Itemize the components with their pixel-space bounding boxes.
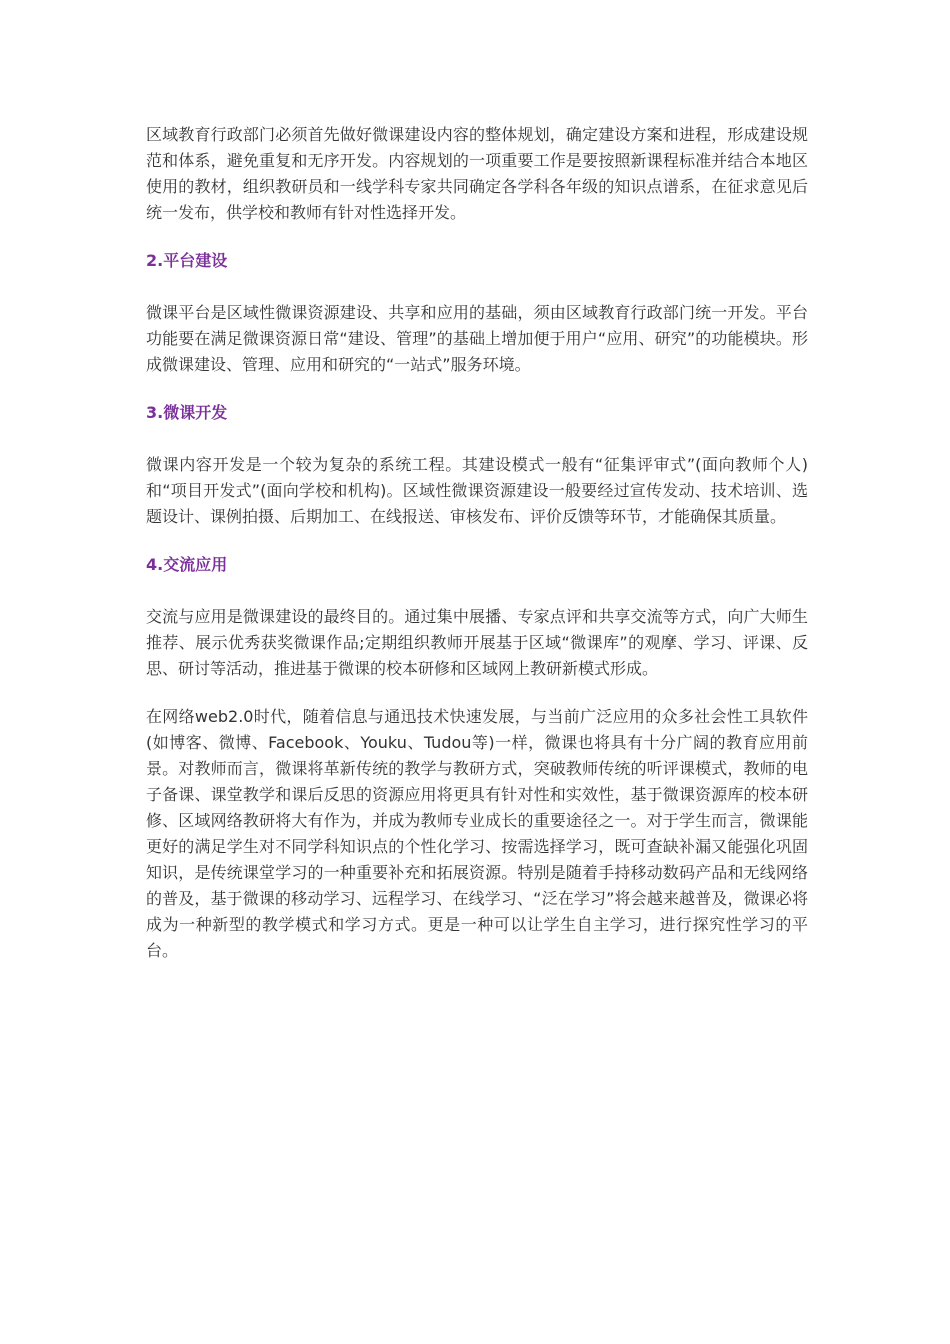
document-body <box>146 122 808 964</box>
paragraph-spacer <box>146 682 808 704</box>
section-text-platform: 微课平台是区域性微课资源建设、共享和应用的基础，须由区域教育行政部门统一开发。平台功能要在满足微课资源日常“建设、管理”的基础上增加便于用户“应用、研究”的功能模块。形成微课建设、管理、应用和研究的“一站式”服务环境。 <box>146 303 808 374</box>
section-heading-development: 3.微课开发 <box>146 403 228 422</box>
closing-paragraph: 在网络web2.0时代，随着信息与通迅技术快速发展，与当前广泛应用的众多社会性工具软件(如博客、微博、Facebook、Youku、Tudou等)一样，微课也将具有十分广阔的教育应用前景。对教师而言，微课将革新传统的教学与教研方式，突破教师传统的听评课模式，教师的电子备课、课堂教学和课后反思的资源应用将更具有针对性和实效性，基于微课资源库的校本研修、区域网络教研将大有作为，并成为教师专业成长的重要途径之一。对于学生而言，微课能更好的满足学生对不同学科知识点的个性化学习、按需选择学习，既可查缺补漏又能强化巩固知识，是传统课堂学习的一种重要补充和拓展资源。特别是随着手持移动数码产品和无线网络的普及，基于微课的移动学习、远程学习、在线学习、“泛在学习”将会越来越普及，微课必将成为一种新型的教学模式和学习方式。更是一种可以让学生自主学习，进行探究性学习的平台。 <box>146 707 808 960</box>
intro-paragraph: 区域教育行政部门必须首先做好微课建设内容的整体规划，确定建设方案和进程，形成建设规范和体系，避免重复和无序开发。内容规划的一项重要工作是要按照新课程标准并结合本地区使用的教材，组织教研员和一线学科专家共同确定各学科各年级的知识点谱系，在征求意见后统一发布，供学校和教师有针对性选择开发。 <box>146 125 808 222</box>
section-heading-platform: 2.平台建设 <box>146 251 228 270</box>
section-heading-application: 4.交流应用 <box>146 555 228 574</box>
section-text-development: 微课内容开发是一个较为复杂的系统工程。其建设模式一般有“征集评审式”(面向教师个人)和“项目开发式”(面向学校和机构)。区域性微课资源建设一般要经过宣传发动、技术培训、选题设计、课例拍摄、后期加工、在线报送、审核发布、评价反馈等环节，才能确保其质量。 <box>146 455 808 526</box>
section-text-application: 交流与应用是微课建设的最终目的。通过集中展播、专家点评和共享交流等方式，向广大师生推荐、展示优秀获奖微课作品;定期组织教师开展基于区域“微课库”的观摩、学习、评课、反思、研讨等活动，推进基于微课的校本研修和区域网上教研新模式形成。 <box>146 607 808 678</box>
